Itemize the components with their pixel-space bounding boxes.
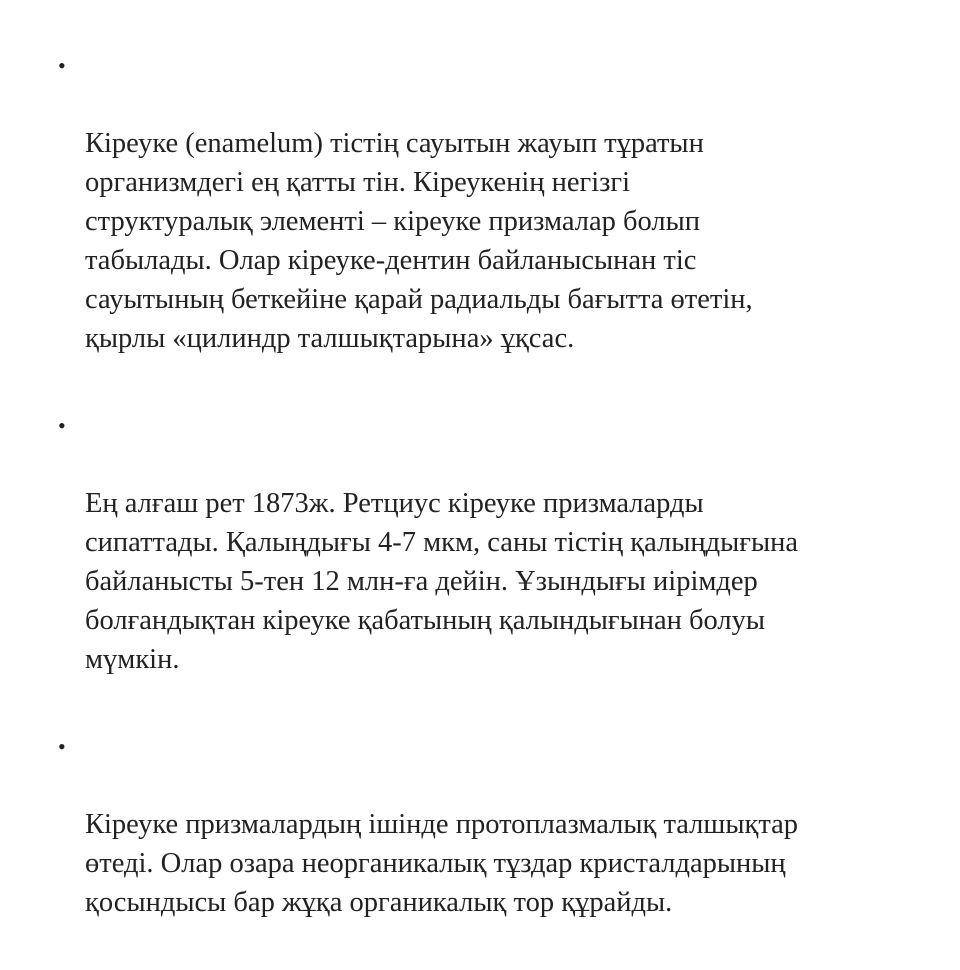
bullet-list (58, 46, 908, 970)
bullet-dot: • (58, 413, 66, 438)
bullet-item-3 (58, 727, 908, 961)
bullet-text: Кіреуке призмалардың ішінде протоплазмалық талшықтар өтеді. Олар озара неорганикалық тұздар кристалдарының қосындысы бар жұқа органикалық тор құрайды. (85, 809, 799, 918)
bullet-item-1 (58, 46, 908, 397)
bullet-dot: • (58, 53, 66, 78)
bullet-text: Ең алғаш рет 1873ж. Ретциус кіреуке призмаларды сипаттады. Қалыңдығы 4-7 мкм, саны тістің қалыңдығына байланысты 5-тен 12 млн-ға дейін. Ұзындығы иірімдер болғандықтан кіреуке қабатының қалындығынан болуы мүмкін. (85, 488, 799, 675)
bullet-item-2 (58, 406, 908, 718)
bullet-dot: • (58, 734, 66, 759)
bullet-text: Кіреуке (enamelum) тістің сауытын жауып тұратын организмдегі ең қатты тін. Кіреукенің негізгі структуралық элементі – кіреуке призмалар болып табылады. Олар кіреуке-дентин байланысынан тіс сауытының беткейіне қарай радиальды бағытта өтетін, қырлы «цилиндр талшықтарына» ұқсас. (85, 128, 753, 354)
